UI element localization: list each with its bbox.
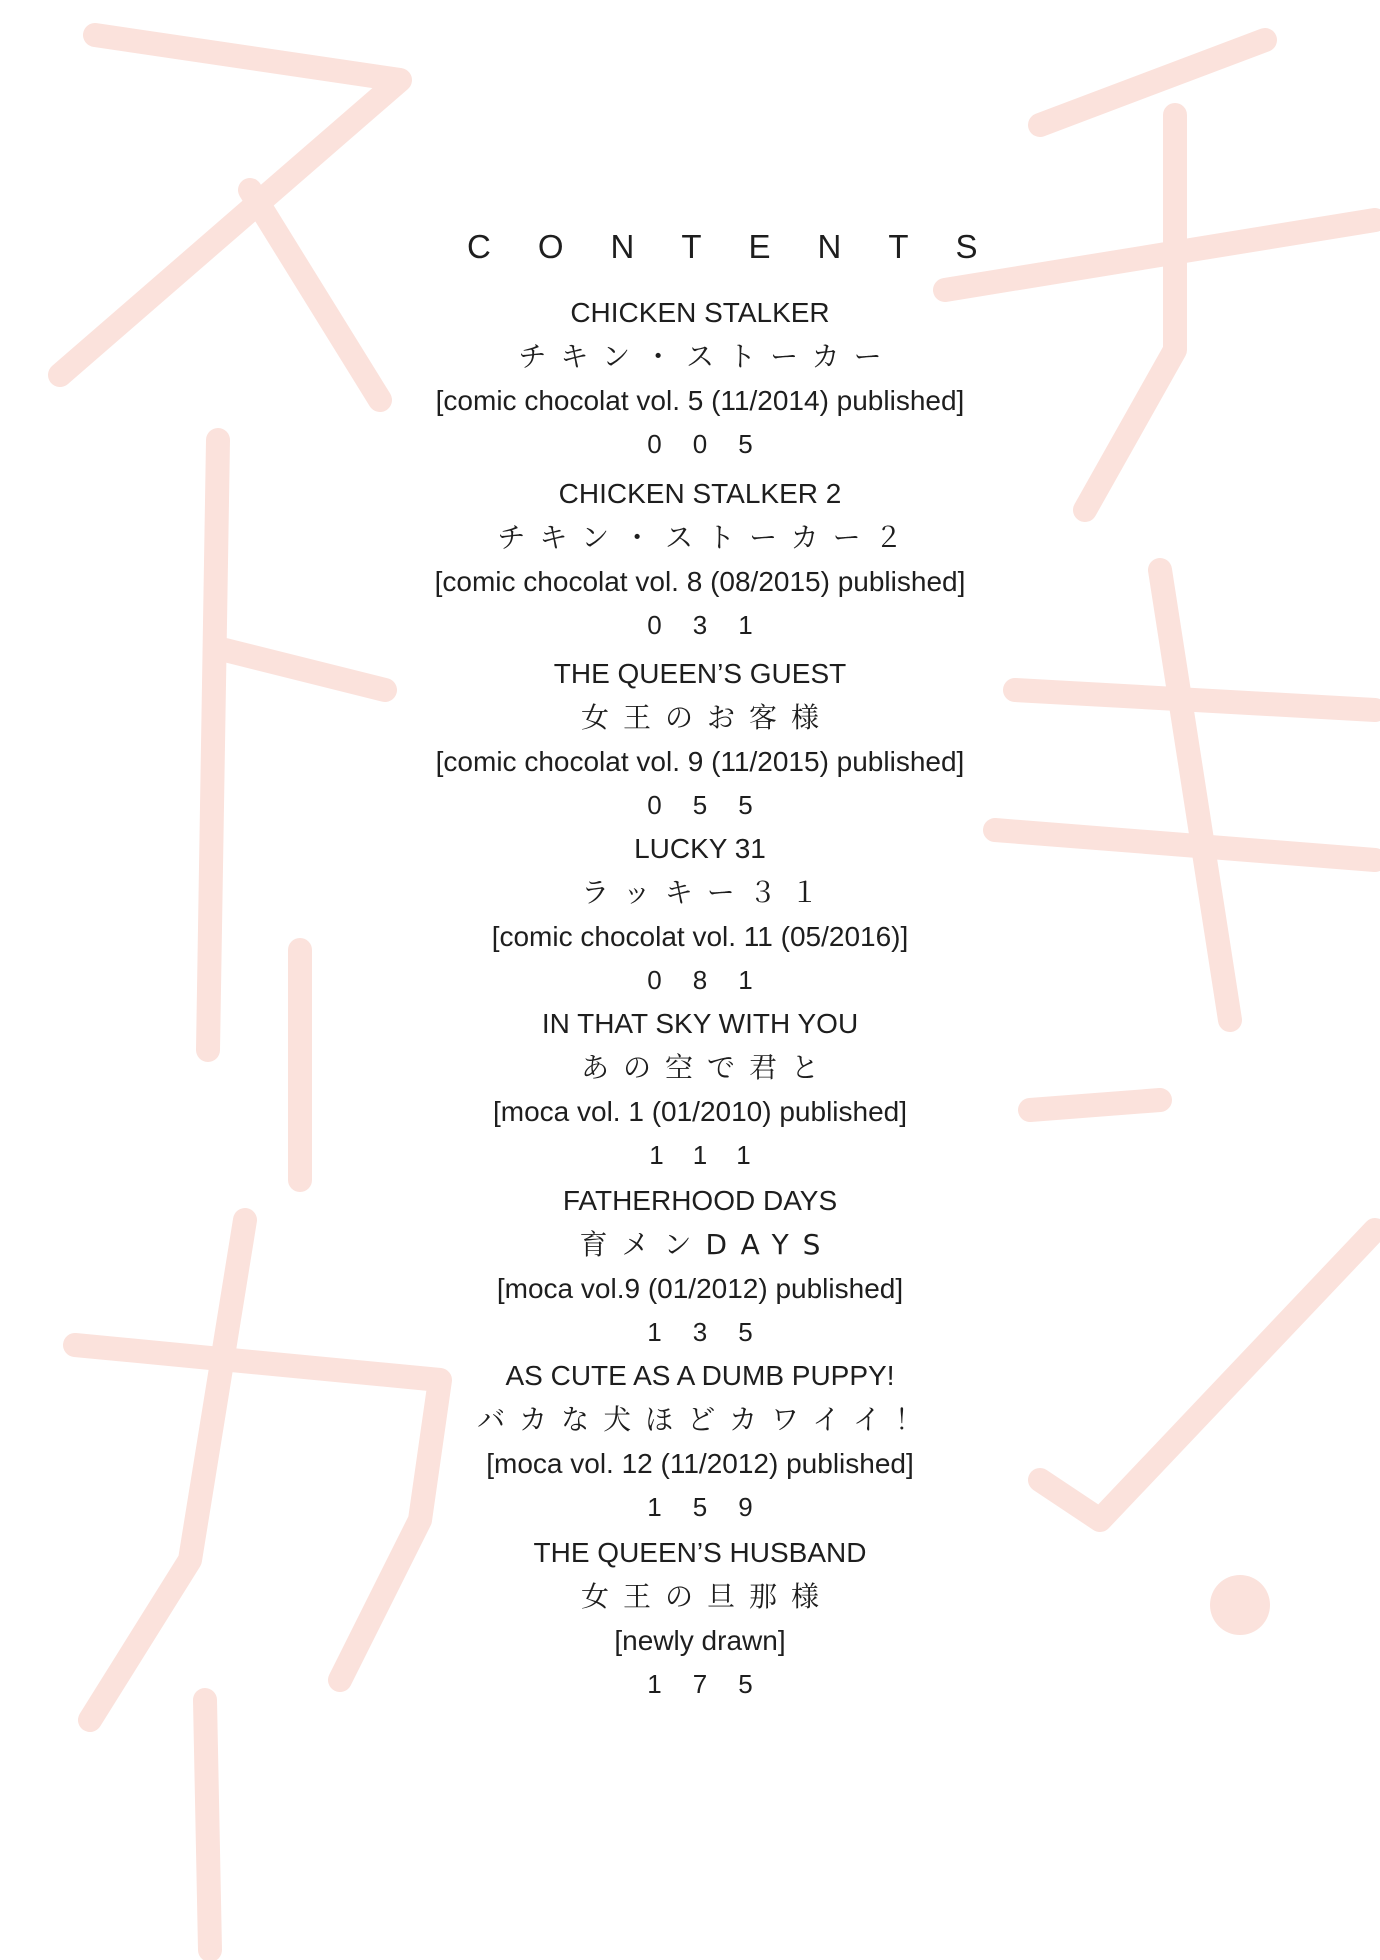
entry-title-japanese: 育メンDAYS <box>579 1228 835 1261</box>
entry-page-number: 175 <box>647 1669 784 1699</box>
entry-title-japanese: あの空で君と <box>580 1051 833 1084</box>
entry-title-japanese: バカな犬ほどカワイイ！ <box>477 1403 937 1436</box>
entry-title: THE QUEEN’S GUEST <box>553 658 847 689</box>
entry-title: IN THAT SKY WITH YOU <box>541 1008 859 1039</box>
entry-publication: [moca vol. 1 (01/2010) published] <box>492 1096 908 1127</box>
entry-page-number: 135 <box>647 1317 784 1347</box>
entry-publication: [moca vol. 12 (11/2012) published] <box>486 1448 914 1479</box>
entry-page-number: 159 <box>647 1492 784 1522</box>
entry-title-japanese: 女王のお客様 <box>580 701 833 734</box>
entry-title: CHICKEN STALKER <box>570 297 830 328</box>
entry-page-number: 055 <box>647 790 784 820</box>
entry-publication: [comic chocolat vol. 11 (05/2016)] <box>491 921 909 952</box>
entry-publication: [comic chocolat vol. 8 (08/2015) published] <box>434 566 966 597</box>
entry-page-number: 031 <box>647 610 784 640</box>
entry-publication: [moca vol.9 (01/2012) published] <box>496 1273 904 1304</box>
entry-title-japanese: 女王の旦那様 <box>580 1580 833 1613</box>
entry-title-japanese: チキン・ストーカー２ <box>497 521 917 554</box>
contents-heading: CONTENTS <box>467 228 1025 265</box>
entry-page-number: 005 <box>647 429 784 459</box>
entry-title: THE QUEEN’S HUSBAND <box>533 1537 867 1568</box>
entry-title: FATHERHOOD DAYS <box>562 1185 838 1216</box>
entry-page-number: 111 <box>649 1140 782 1170</box>
entry-publication: [comic chocolat vol. 9 (11/2015) published] <box>435 746 965 777</box>
entry-publication: [comic chocolat vol. 5 (11/2014) published] <box>435 385 965 416</box>
entry-title-japanese: チキン・ストーカー <box>518 340 896 373</box>
entry-title: CHICKEN STALKER 2 <box>558 478 842 509</box>
entry-page-number: 081 <box>647 965 784 995</box>
entry-publication: [newly drawn] <box>614 1625 786 1656</box>
entry-title: LUCKY 31 <box>634 833 766 864</box>
entry-title: AS CUTE AS A DUMB PUPPY! <box>505 1360 895 1391</box>
entry-title-japanese: ラッキー３１ <box>581 876 833 909</box>
